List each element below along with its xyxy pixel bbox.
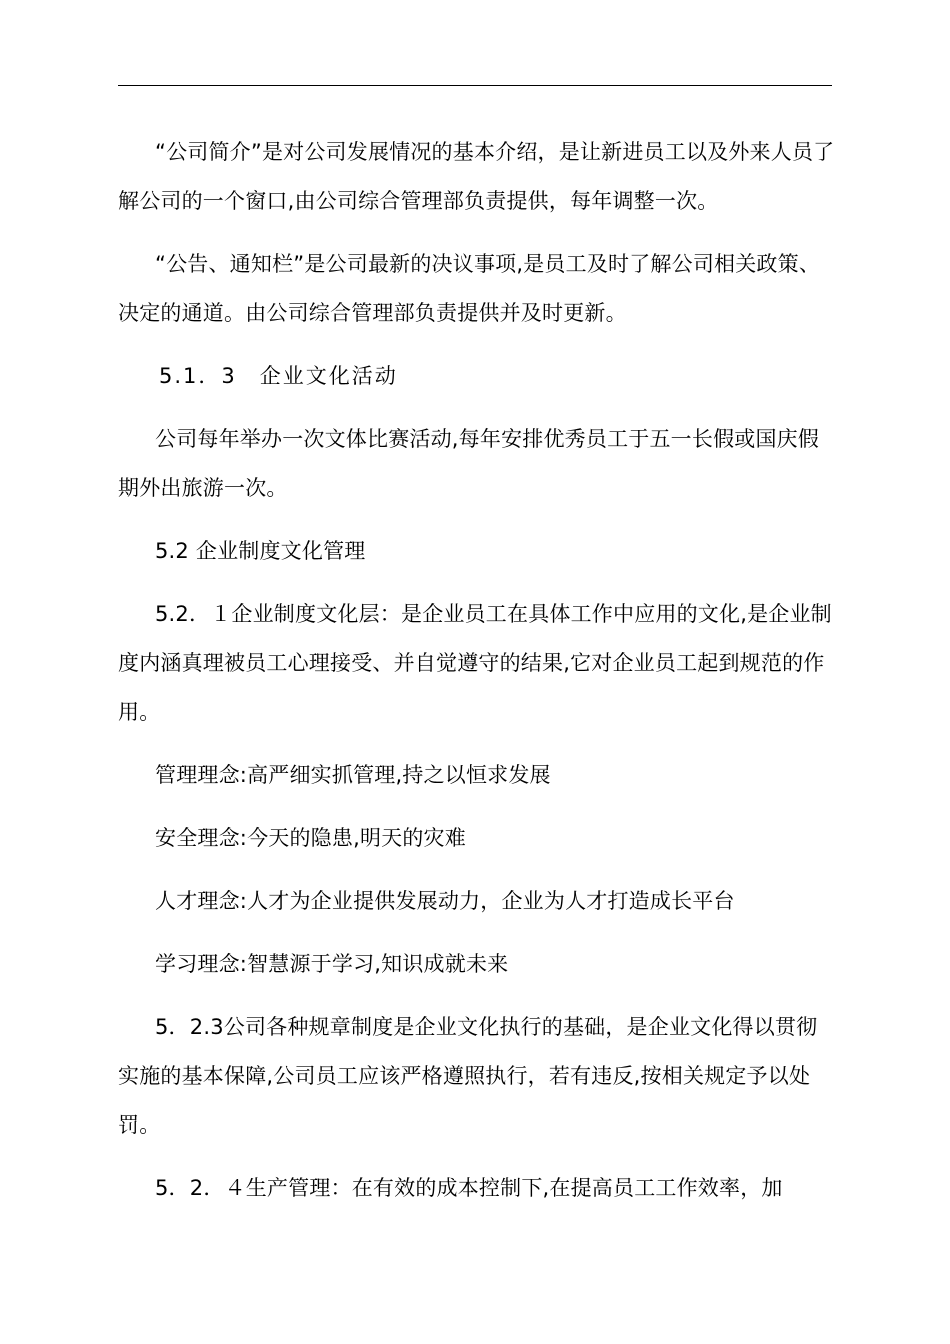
concept-learning: 学习理念:智慧源于学习,知识成就未来 [155, 952, 509, 976]
concept-talent: 人才理念:人才为企业提供发展动力，企业为人才打造成长平台 [155, 889, 735, 913]
paragraph-5-2-3: 5．2.3公司各种规章制度是企业文化执行的基础，是企业文化得以贯彻实施的基本保障,公司员工应该严格遵照执行，若有违反,按相关规定予以处罚。 [118, 1015, 818, 1137]
paragraph-5-2-1: 5.2．１企业制度文化层：是企业员工在具体工作中应用的文化,是企业制度内涵真理被员工心理接受、并自觉遵守的结果,它对企业员工起到规范的作用。 [118, 602, 832, 724]
concept-management: 管理理念:高严细实抓管理,持之以恒求发展 [155, 763, 551, 787]
paragraph-notice-board: “公告、通知栏”是公司最新的决议事项,是员工及时了解公司相关政策、决定的通道。由公司综合管理部负责提供并及时更新。 [118, 252, 821, 325]
section-heading-5-2: 5.2 企业制度文化管理 [155, 539, 366, 563]
paragraph-5-2-4: 5．2．４生产管理：在有效的成本控制下,在提高员工工作效率，加 [155, 1176, 783, 1200]
header-rule [118, 85, 832, 86]
paragraph-culture-activities: 公司每年举办一次文体比赛活动,每年安排优秀员工于五一长假或国庆假期外出旅游一次。 [118, 427, 820, 500]
concept-safety: 安全理念:今天的隐患,明天的灾难 [155, 826, 466, 850]
document-body [118, 128, 836, 1213]
section-heading-5-1-3: 5.1．3 企业文化活动 [159, 364, 398, 388]
paragraph-company-intro: “公司简介”是对公司发展情况的基本介绍，是让新进员工以及外来人员了解公司的一个窗口,由公司综合管理部负责提供，每年调整一次。 [118, 140, 835, 213]
